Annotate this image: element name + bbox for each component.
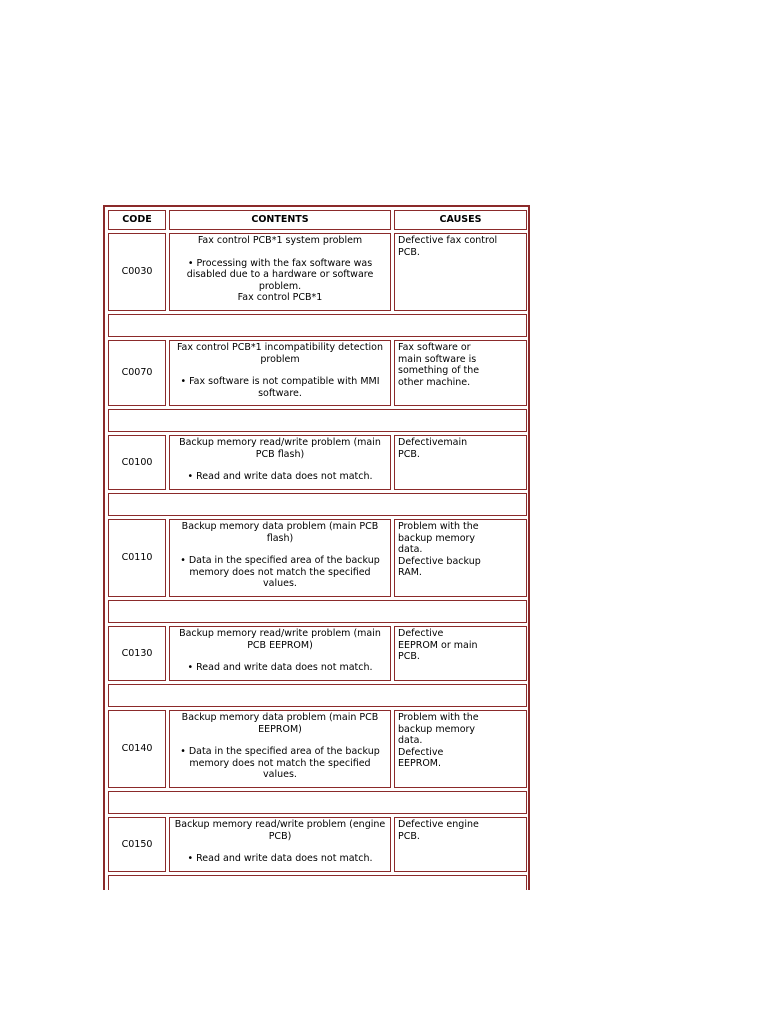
problem-title: Backup memory data problem (main PCB EEPROM): [181, 712, 379, 735]
contents-spacer: [173, 842, 387, 853]
cause-line: EEPROM.: [398, 758, 442, 769]
spacer-row: [108, 600, 527, 623]
spacer-row: [108, 684, 527, 707]
contents-column-header: CONTENTS: [169, 210, 391, 230]
problem-detail: • Read and write data does not match.: [187, 662, 373, 673]
contents-spacer: [173, 247, 387, 258]
problem-detail: • Read and write data does not match.: [187, 471, 373, 482]
cause-line: PCB.: [398, 651, 420, 662]
causes-cell: [394, 340, 527, 406]
cause-line: Defective: [398, 746, 444, 758]
spacer-cell: [108, 684, 527, 707]
error-code-cell: C0150: [108, 817, 166, 872]
cause-line: other machine.: [398, 376, 471, 388]
causes-cell: [394, 710, 527, 788]
table-row: [108, 817, 527, 872]
table-row: [108, 435, 527, 490]
cause-line: Defective: [398, 628, 444, 639]
contents-spacer: [173, 651, 387, 662]
problem-detail: • Fax software is not compatible with MMI software.: [180, 376, 380, 399]
error-code-cell: C0110: [108, 519, 166, 597]
error-code-cell: C0030: [108, 233, 166, 311]
causes-cell: [394, 233, 527, 311]
problem-title: Fax control PCB*1 incompatibility detection problem: [176, 342, 384, 365]
causes-cell: [394, 519, 527, 597]
problem-note: Fax control PCB*1: [237, 292, 323, 303]
contents-cell: [169, 340, 391, 406]
cause-line: EEPROM or main: [398, 639, 478, 651]
cause-line: backup memory: [398, 532, 476, 544]
contents-cell: [169, 626, 391, 681]
spacer-cell: [108, 791, 527, 814]
error-code-table-frame: [103, 205, 530, 890]
code-column-header: CODE: [108, 210, 166, 230]
spacer-row: [108, 493, 527, 516]
contents-cell: [169, 519, 391, 597]
error-code-cell: C0140: [108, 710, 166, 788]
table-row: [108, 710, 527, 788]
contents-spacer: [173, 735, 387, 746]
error-code-table: [105, 207, 530, 890]
spacer-cell: [108, 875, 527, 890]
cause-line: data.: [398, 544, 423, 555]
problem-detail: • Processing with the fax software was disabled due to a hardware or software problem.: [186, 257, 374, 292]
cause-line: Defective backup: [398, 555, 481, 567]
contents-spacer: [173, 544, 387, 555]
cause-line: Problem with the: [398, 521, 479, 532]
contents-spacer: [173, 460, 387, 471]
contents-cell: [169, 817, 391, 872]
table-row: [108, 233, 527, 311]
problem-detail: • Data in the specified area of the backup memory does not match the specified values.: [180, 555, 380, 589]
table-header-row: [108, 210, 527, 230]
contents-cell: [169, 435, 391, 490]
causes-cell: [394, 817, 527, 872]
cause-line: PCB.: [398, 448, 420, 460]
contents-spacer: [173, 365, 387, 376]
table-row: [108, 519, 527, 597]
problem-title: Backup memory read/write problem (main PCB EEPROM): [179, 628, 381, 651]
cause-line: Defective engine: [398, 819, 479, 830]
cause-line: PCB.: [398, 246, 420, 258]
spacer-row: [108, 875, 527, 890]
spacer-row: [108, 791, 527, 814]
problem-title: Fax control PCB*1 system problem: [197, 235, 363, 246]
table-body: [108, 233, 527, 890]
error-code-cell: C0100: [108, 435, 166, 490]
spacer-row: [108, 409, 527, 432]
cause-line: Problem with the: [398, 712, 479, 723]
cause-line: something of the: [398, 365, 480, 376]
spacer-cell: [108, 493, 527, 516]
spacer-cell: [108, 314, 527, 337]
spacer-cell: [108, 409, 527, 432]
cause-line: backup memory: [398, 723, 476, 735]
table-row: [108, 340, 527, 406]
cause-line: PCB.: [398, 830, 420, 842]
problem-detail: • Read and write data does not match.: [187, 853, 373, 864]
causes-cell: [394, 626, 527, 681]
cause-line: Defective fax control: [398, 235, 498, 246]
cause-line: Defectivemain: [398, 437, 468, 448]
problem-title: Backup memory data problem (main PCB flash): [181, 521, 379, 544]
causes-column-header: CAUSES: [394, 210, 527, 230]
error-code-cell: C0070: [108, 340, 166, 406]
cause-line: RAM.: [398, 567, 422, 578]
problem-detail: • Data in the specified area of the backup memory does not match the specified values.: [180, 746, 380, 780]
contents-cell: [169, 710, 391, 788]
problem-title: Backup memory read/write problem (main PCB flash): [179, 437, 381, 460]
error-code-cell: C0130: [108, 626, 166, 681]
causes-cell: [394, 435, 527, 490]
contents-cell: [169, 233, 391, 311]
table-row: [108, 626, 527, 681]
cause-line: data.: [398, 735, 423, 746]
spacer-cell: [108, 600, 527, 623]
cause-line: Fax software or: [398, 342, 471, 353]
problem-title: Backup memory read/write problem (engine PCB): [174, 819, 386, 842]
spacer-row: [108, 314, 527, 337]
cause-line: main software is: [398, 353, 477, 365]
